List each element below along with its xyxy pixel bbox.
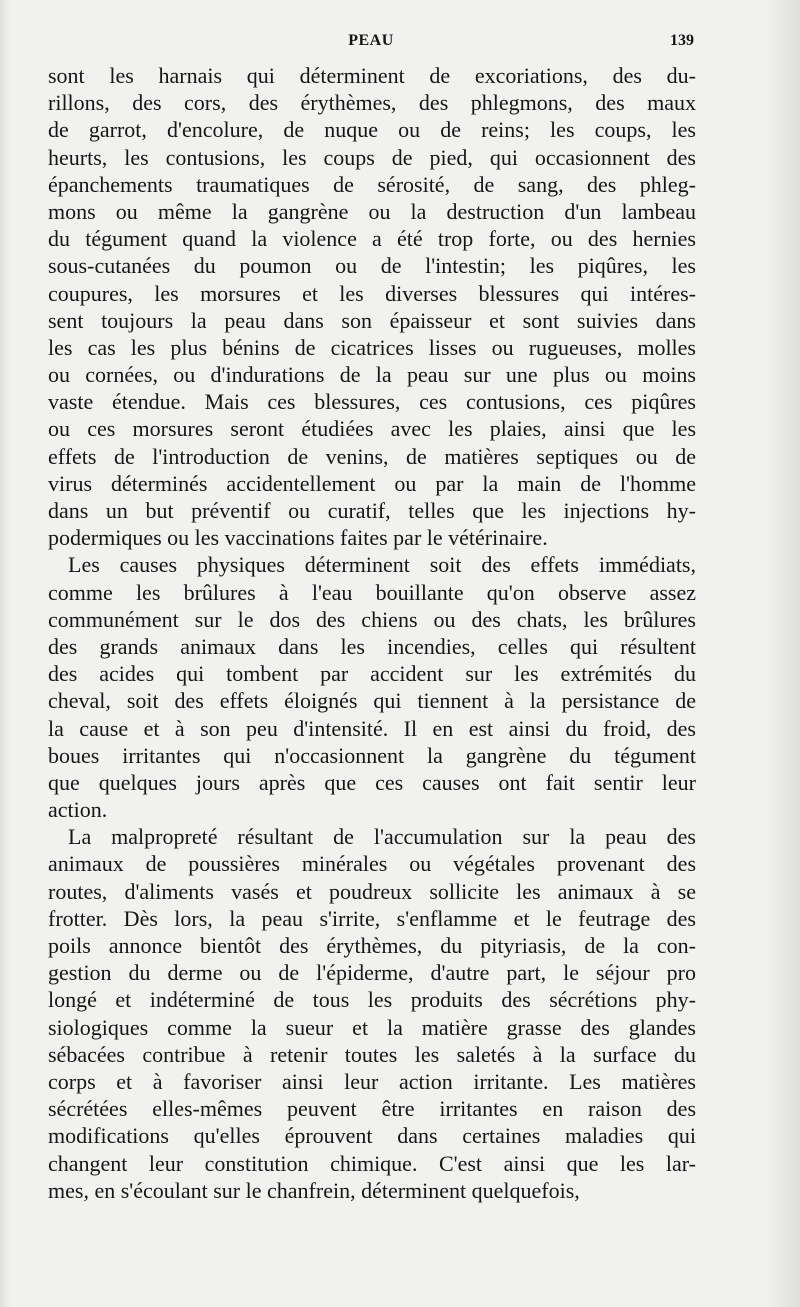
text-line: animaux de poussières minérales ou végétales provenant des [48, 851, 696, 877]
text-line: communément sur le dos des chiens ou des chats, les brûlures [48, 606, 696, 632]
paragraph [48, 551, 696, 823]
text-line: boues irritantes qui n'occasionnent la gangrène du tégument [48, 742, 696, 768]
paragraph [48, 823, 696, 1204]
text-line: la cause et à son peu d'intensité. Il en est ainsi du froid, des [48, 715, 696, 741]
running-head [48, 32, 694, 56]
text-line: podermiques ou les vaccinations faites par le vétérinaire. [48, 525, 548, 551]
text-line: effets de l'introduction de venins, de matières septiques ou de [48, 443, 696, 469]
text-line: des grands animaux dans les incendies, celles qui résultent [48, 633, 696, 659]
text-line: de garrot, d'encolure, de nuque ou de reins; les coups, les [48, 117, 696, 143]
text-line: du tégument quand la violence a été trop forte, ou des hernies [48, 226, 696, 252]
body-text [48, 62, 696, 1204]
text-line: cheval, soit des effets éloignés qui tiennent à la persistance de [48, 688, 696, 714]
text-line: sébacées contribue à retenir toutes les saletés à la surface du [48, 1041, 696, 1067]
text-line: corps et à favoriser ainsi leur action irritante. Les matières [48, 1068, 696, 1094]
text-line: comme les brûlures à l'eau bouillante qu'on observe assez [48, 579, 696, 605]
text-line: modifications qu'elles éprouvent dans certaines maladies qui [48, 1123, 696, 1149]
text-line: rillons, des cors, des érythèmes, des phlegmons, des maux [48, 90, 696, 116]
text-line: poils annonce bientôt des érythèmes, du pityriasis, de la con- [48, 933, 696, 958]
text-line: frotter. Dès lors, la peau s'irrite, s'enflamme et le feutrage des [48, 905, 696, 931]
text-line: sécrétées elles-mêmes peuvent être irritantes en raison des [48, 1096, 696, 1122]
text-line: les cas les plus bénins de cicatrices lisses ou rugueuses, molles [48, 334, 696, 360]
text-line: gestion du derme ou de l'épiderme, d'autre part, le séjour pro [48, 960, 696, 986]
text-line: action. [48, 797, 108, 823]
text-line: sont les harnais qui déterminent de excoriations, des du- [48, 63, 696, 88]
text-line: virus déterminés accidentellement ou par la main de l'homme [48, 470, 696, 496]
page-edge-shadow [766, 0, 800, 1307]
text-line: routes, d'aliments vasés et poudreux sollicite les animaux à se [48, 878, 696, 904]
text-line: sent toujours la peau dans son épaisseur et sont suivies dans [48, 307, 696, 333]
text-line: vaste étendue. Mais ces blessures, ces contusions, ces piqûres [48, 389, 696, 415]
text-line: changent leur constitution chimique. C'est ainsi que les lar- [48, 1150, 696, 1176]
text-line: ou ces morsures seront étudiées avec les plaies, ainsi que les [48, 416, 696, 442]
text-line: longé et indéterminé de tous les produits des sécrétions phy- [48, 987, 696, 1013]
text-line: La malpropreté résultant de l'accumulation sur la peau des [68, 824, 696, 850]
paragraph [48, 62, 696, 551]
text-line: épanchements traumatiques de sérosité, de sang, des phleg- [48, 171, 696, 197]
text-line: siologiques comme la sueur et la matière grasse des glandes [48, 1014, 696, 1040]
text-line: ou cornées, ou d'indurations de la peau sur une plus ou moins [48, 362, 696, 388]
text-line: Les causes physiques déterminent soit des effets immédiats, [68, 552, 696, 578]
text-line: mes, en s'écoulant sur le chanfrein, déterminent quelquefois, [48, 1177, 580, 1203]
text-line: coupures, les morsures et les diverses blessures qui intéres- [48, 280, 696, 306]
page-gutter-shadow [0, 0, 10, 1307]
text-line: sous-cutanées du poumon ou de l'intestin; les piqûres, les [48, 253, 696, 279]
running-title: PEAU [348, 32, 394, 49]
text-line: que quelques jours après que ces causes ont fait sentir leur [48, 769, 696, 795]
text-line: dans un but préventif ou curatif, telles que les injections hy- [48, 498, 696, 523]
text-line: des acides qui tombent par accident sur les extrémités du [48, 661, 696, 687]
text-line: heurts, les contusions, les coups de pied, qui occasionnent des [48, 144, 696, 170]
text-line: mons ou même la gangrène ou la destruction d'un lambeau [48, 198, 696, 224]
page-number: 139 [670, 32, 694, 49]
